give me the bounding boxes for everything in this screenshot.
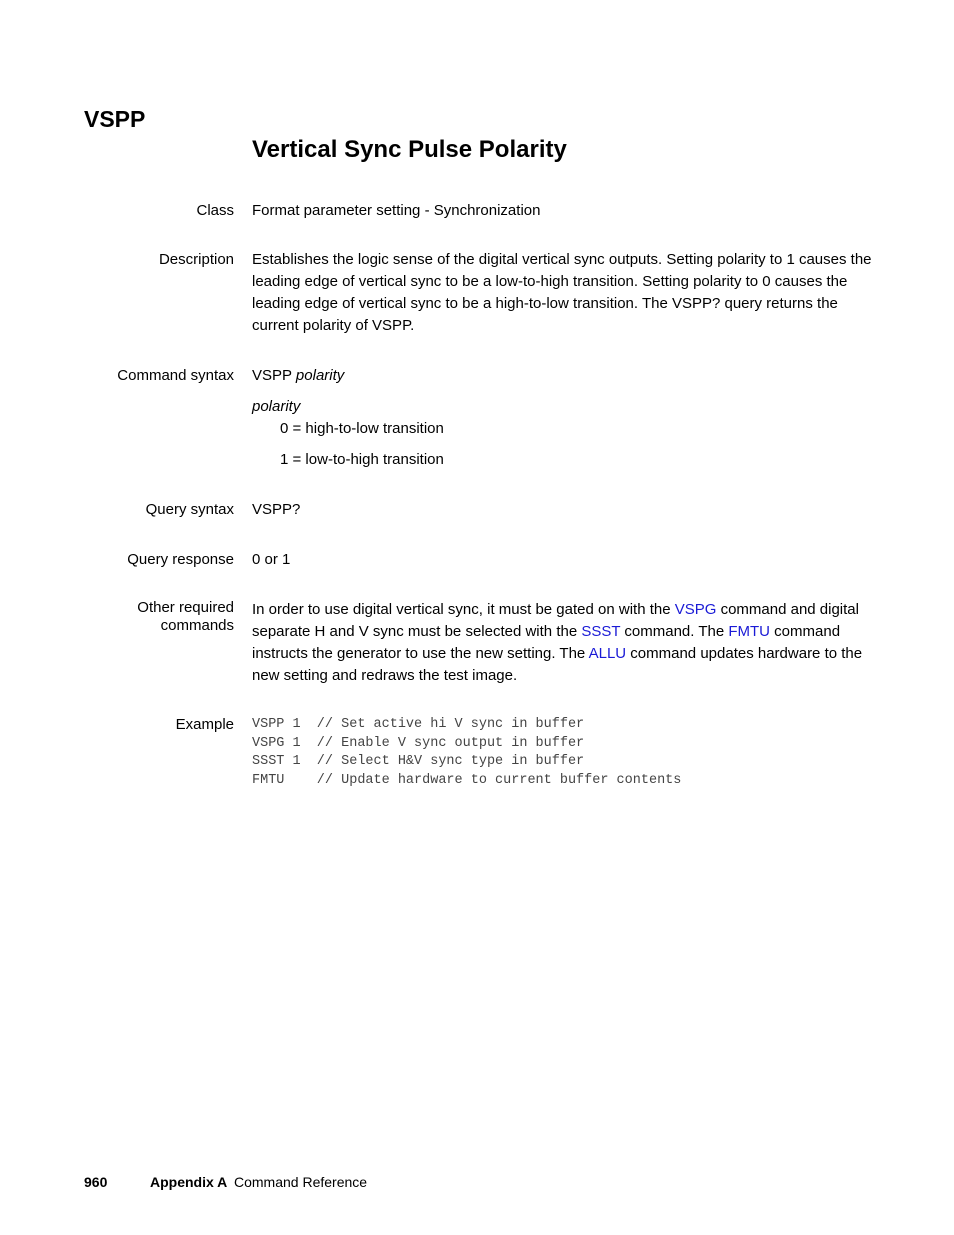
other-required-label-line2: commands (160, 617, 234, 634)
example-code-line: VSPP 1 // Set active hi V sync in buffer (252, 717, 585, 732)
allu-link[interactable]: ALLU (588, 645, 627, 662)
command-syntax-content (252, 365, 872, 471)
parameter-option-0: 0 = high-to-low transition (280, 420, 444, 437)
other-required-text-8: command updates hardware to the new setting and redraws the test image. (252, 645, 863, 684)
query-response-label: Query response (127, 551, 234, 568)
other-required-label-line1: Other required (137, 599, 234, 616)
description-text: Establishes the logic sense of the digital vertical sync outputs. Setting polarity to 1 causes the leading edge of vertical sync to be a low-to-high transition. Setting polarity to 0 causes the leading edge of vertical sync to be a high-to-low transition. The VSPP? query returns the current polarity of VSPP. (252, 251, 872, 334)
other-required-text-6: command instructs the generator to use the new setting. The (252, 623, 841, 662)
query-syntax-value: VSPP? (252, 501, 301, 518)
command-syntax-label: Command syntax (117, 367, 234, 384)
description-label: Description (158, 251, 234, 268)
other-required-text-4: command. The (620, 623, 729, 640)
parameter-heading: polarity (252, 398, 301, 415)
other-required-text-0: In order to use digital vertical sync, it must be gated on with the (252, 601, 675, 618)
query-response-value: 0 or 1 (252, 551, 291, 568)
example-code-line: SSST 1 // Select H&V sync type in buffer (252, 754, 585, 770)
ssst-link[interactable]: SSST (581, 623, 621, 640)
footer-section-title: Command Reference (234, 1174, 368, 1190)
vspg-link[interactable]: VSPG (674, 601, 717, 618)
fmtu-link[interactable]: FMTU (728, 623, 771, 640)
command-syntax-parameter: polarity (295, 367, 345, 384)
parameter-option-1: 1 = low-to-high transition (280, 451, 444, 468)
class-value: Format parameter setting - Synchronization (252, 202, 541, 219)
command-syntax-line (252, 365, 872, 387)
class-label: Class (196, 202, 234, 219)
footer-page-number: 960 (84, 1174, 108, 1190)
other-required-text (252, 599, 872, 687)
other-required-text-2: command and digital separate H and V sync must be selected with the (252, 601, 859, 640)
command-title-heading: Vertical Sync Pulse Polarity (252, 136, 567, 163)
query-syntax-label: Query syntax (145, 501, 234, 518)
other-required-label (54, 599, 234, 635)
example-code-line: FMTU // Update hardware to current buffer contents (252, 773, 682, 789)
footer-appendix: Appendix A (150, 1174, 228, 1190)
example-code-line: VSPG 1 // Enable V sync output in buffer (252, 735, 585, 751)
example-code-block (252, 716, 872, 791)
command-name-heading: VSPP (84, 106, 146, 132)
example-label: Example (175, 716, 234, 733)
command-syntax-command: VSPP (252, 367, 292, 384)
